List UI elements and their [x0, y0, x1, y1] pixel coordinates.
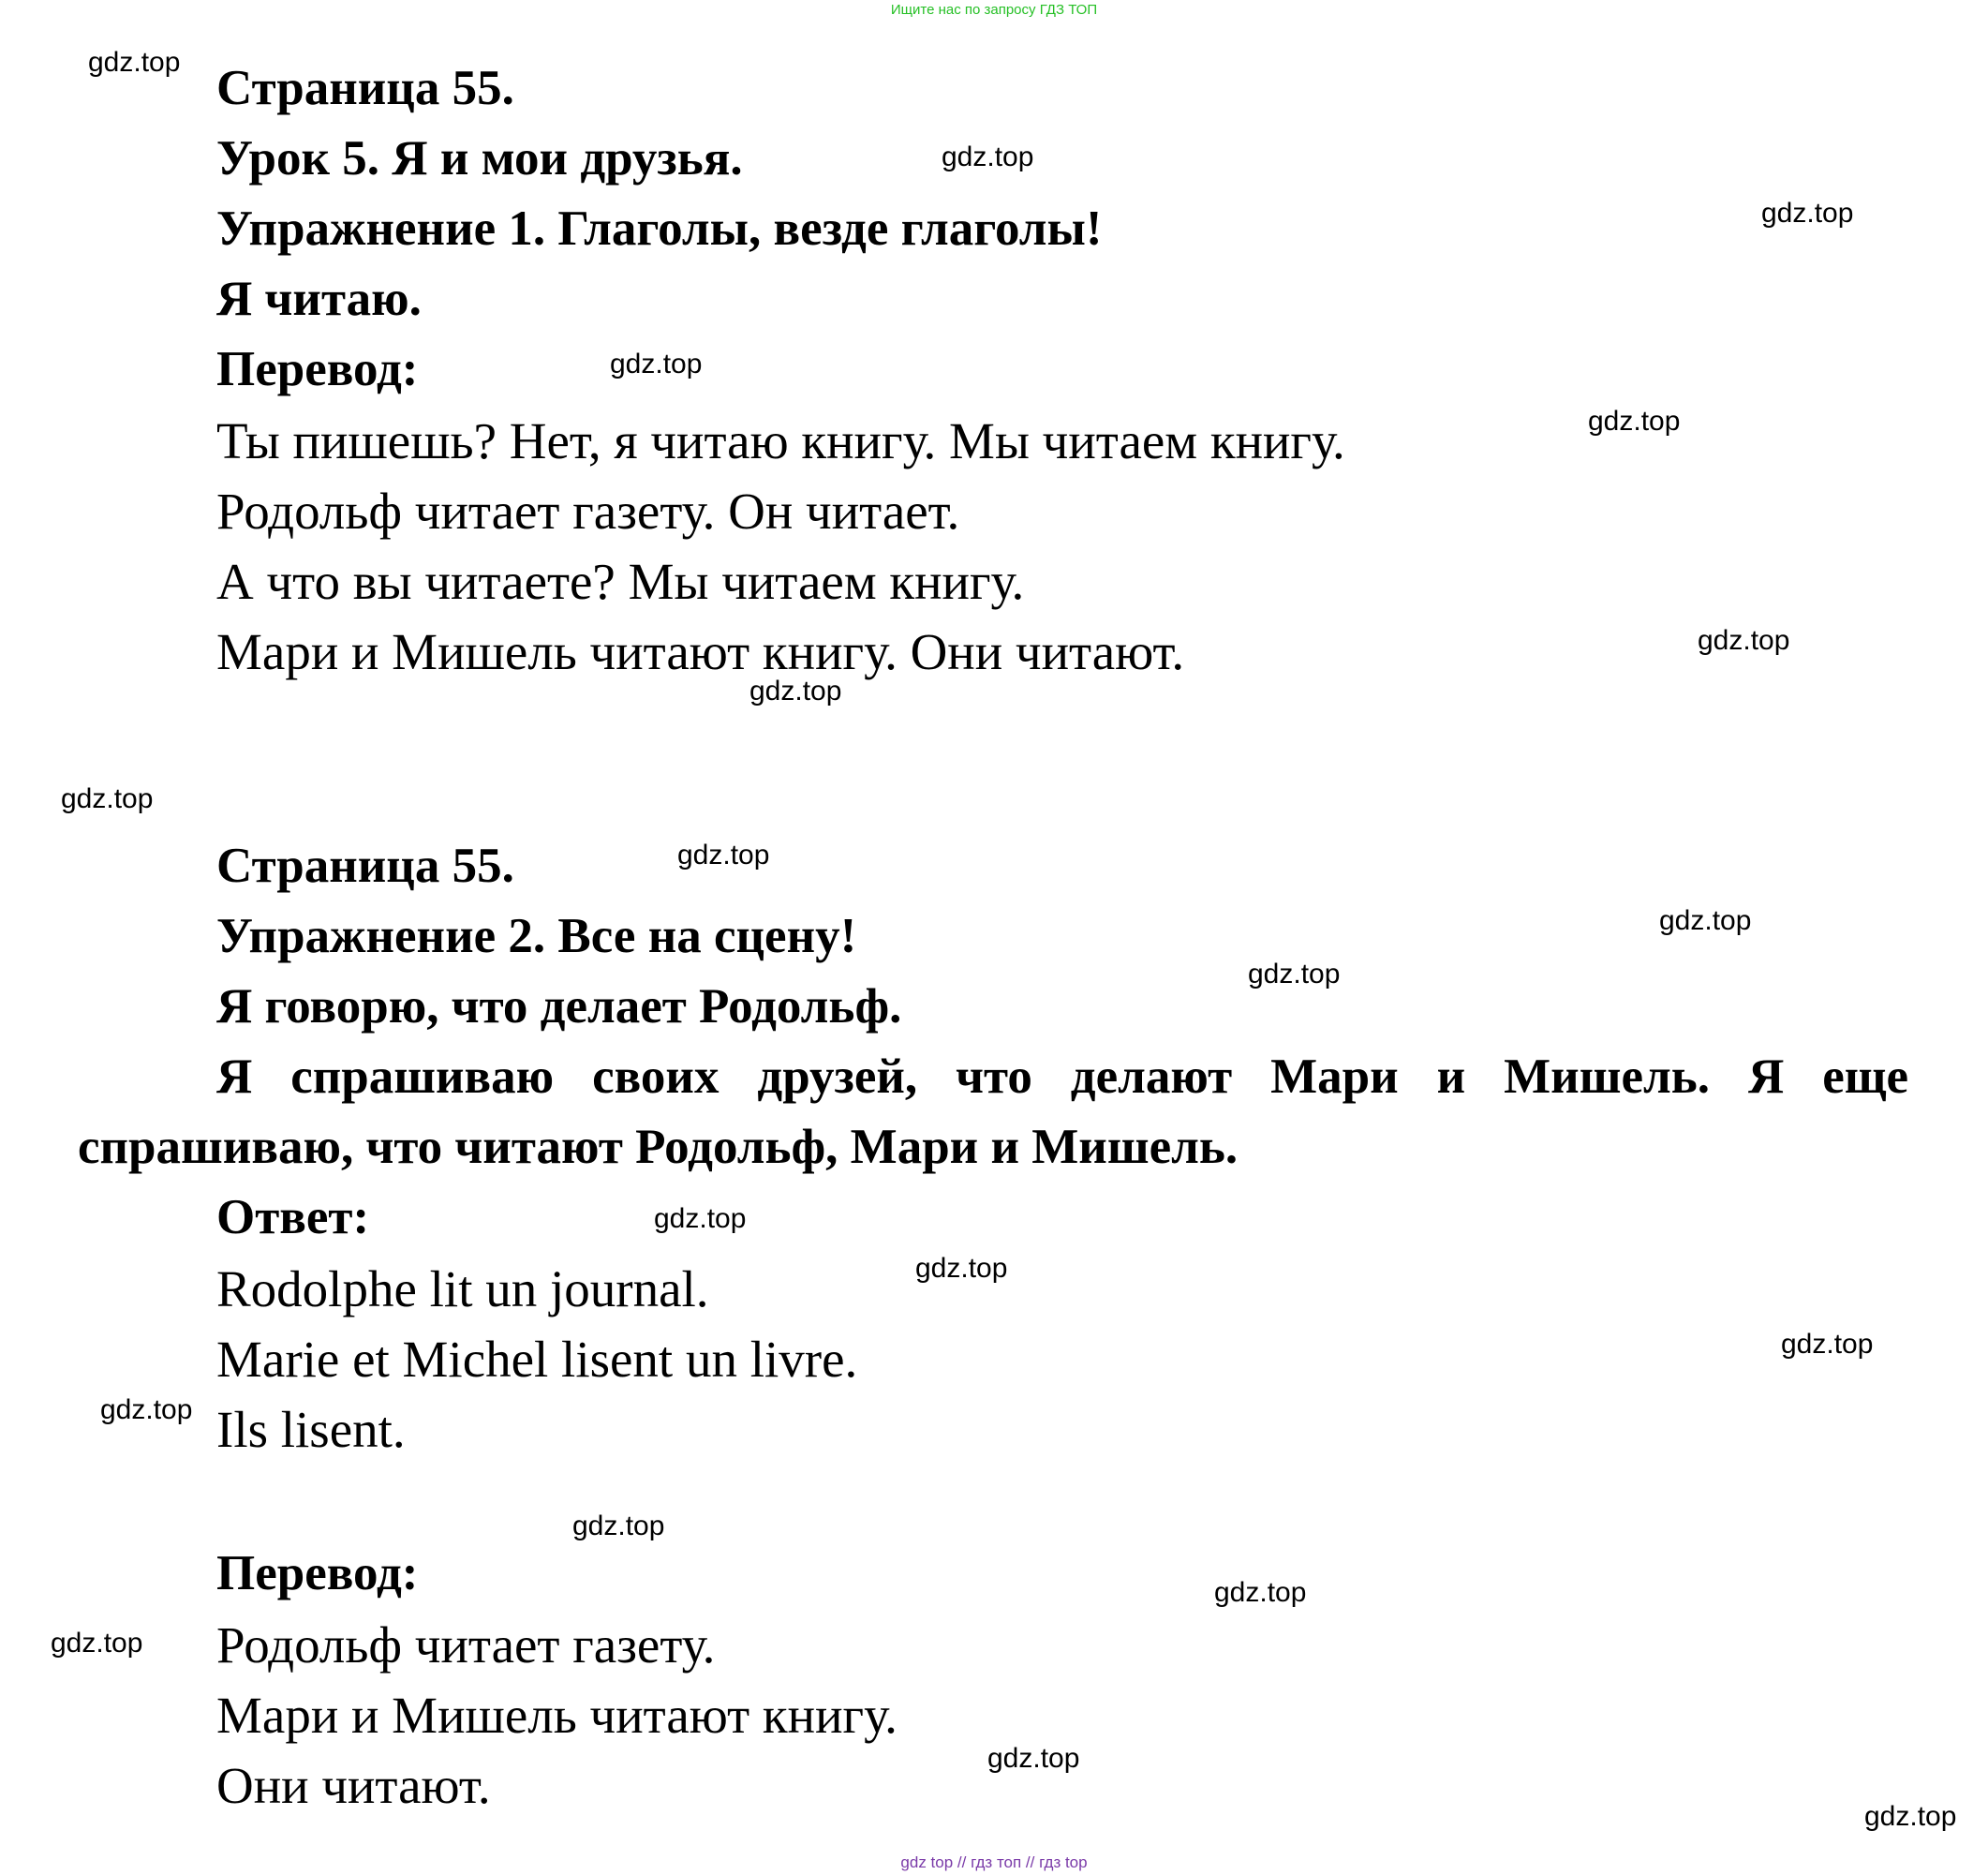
lesson-title: Урок 5. Я и мои друзья. — [216, 131, 743, 186]
exercise-title: Упражнение 2. Все на сцену! — [216, 909, 857, 963]
watermark: gdz.top — [987, 1743, 1080, 1774]
watermark: gdz.top — [1248, 959, 1341, 990]
answer-heading: Ответ: — [216, 1190, 370, 1244]
answer-line: Ils lisent. — [216, 1401, 406, 1458]
translation-line: Мари и Мишель читают книгу. Они читают. — [216, 623, 1185, 680]
watermark: gdz.top — [1698, 625, 1790, 656]
watermark: gdz.top — [915, 1253, 1008, 1284]
footer-links: gdz top // гдз топ // гдз top — [900, 1853, 1088, 1871]
answer-line: Rodolphe lit un journal. — [216, 1260, 709, 1317]
watermark: gdz.top — [677, 840, 770, 871]
translation-line: Они читают. — [216, 1757, 491, 1814]
watermark: gdz.top — [1864, 1801, 1957, 1832]
watermark: gdz.top — [572, 1510, 665, 1541]
translation-heading: Перевод: — [216, 1546, 419, 1600]
translation-line: Родольф читает газету. Он читает. — [216, 483, 960, 540]
watermark: gdz.top — [1588, 406, 1681, 437]
watermark: gdz.top — [51, 1628, 143, 1659]
page-number-heading: Страница 55. — [216, 61, 514, 115]
task-text: Я читаю. — [216, 272, 422, 326]
watermark: gdz.top — [1781, 1329, 1874, 1360]
task-text: Я говорю, что делает Родольф. — [216, 979, 902, 1034]
task-text: Я спрашиваю своих друзей, что делают Мари и Мишель. Я еще — [216, 1049, 1908, 1104]
watermark: gdz.top — [100, 1394, 193, 1425]
translation-line: А что вы читаете? Мы читаем книгу. — [216, 553, 1025, 610]
answer-line: Marie et Michel lisent un livre. — [216, 1331, 858, 1388]
page-number-heading: Страница 55. — [216, 839, 514, 893]
watermark: gdz.top — [1659, 905, 1752, 936]
translation-heading: Перевод: — [216, 342, 419, 396]
search-banner: Ищите нас по запросу ГДЗ ТОП — [890, 2, 1098, 18]
watermark: gdz.top — [749, 676, 842, 707]
watermark: gdz.top — [654, 1203, 747, 1234]
task-text: спрашиваю, что читают Родольф, Мари и Мишель. — [78, 1120, 1239, 1174]
translation-line: Ты пишешь? Нет, я читаю книгу. Мы читаем книгу. — [216, 412, 1345, 469]
watermark: gdz.top — [942, 141, 1034, 172]
watermark: gdz.top — [1214, 1577, 1307, 1608]
translation-line: Мари и Мишель читают книгу. — [216, 1687, 898, 1744]
watermark: gdz.top — [61, 783, 154, 814]
watermark: gdz.top — [1761, 198, 1854, 229]
exercise-title: Упражнение 1. Глаголы, везде глаголы! — [216, 201, 1103, 256]
watermark: gdz.top — [610, 349, 703, 379]
watermark: gdz.top — [88, 47, 181, 78]
translation-line: Родольф читает газету. — [216, 1616, 716, 1674]
